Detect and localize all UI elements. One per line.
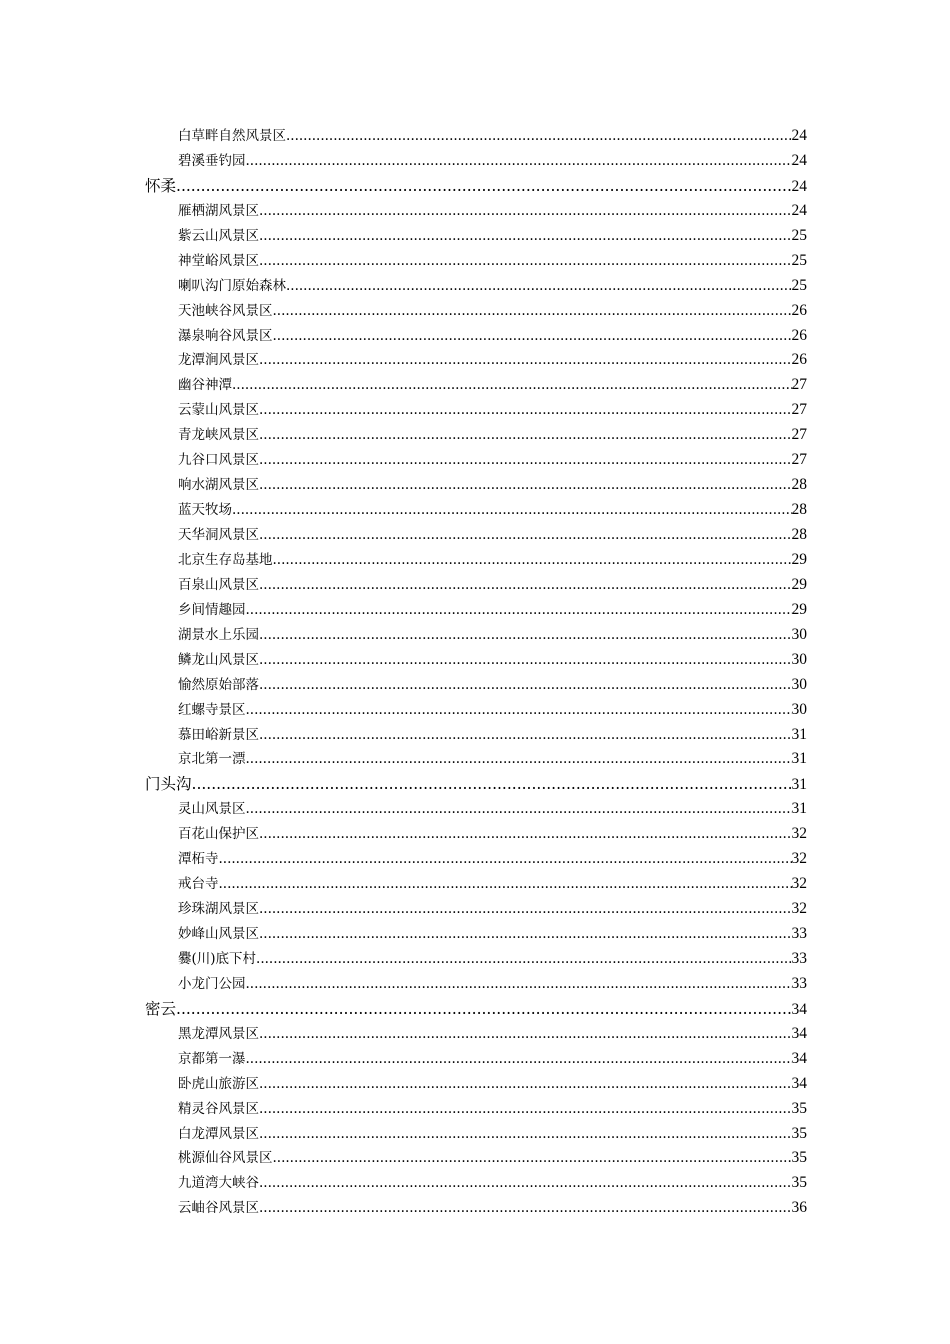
toc-entry-row[interactable] bbox=[145, 847, 807, 872]
toc-entry-label: 响水湖风景区 bbox=[178, 477, 259, 494]
toc-page-number: 35 bbox=[791, 1174, 807, 1192]
toc-page-number: 27 bbox=[791, 376, 807, 394]
toc-page-number: 30 bbox=[791, 675, 807, 693]
toc-page-number: 29 bbox=[791, 575, 807, 593]
dot-leader bbox=[246, 149, 792, 174]
toc-entry-row[interactable] bbox=[145, 498, 807, 523]
toc-entry-row[interactable] bbox=[145, 872, 807, 897]
toc-entry-label: 潭柘寺 bbox=[178, 851, 219, 868]
dot-leader bbox=[273, 299, 792, 324]
dot-leader bbox=[259, 423, 792, 448]
toc-page-number: 27 bbox=[791, 426, 807, 444]
toc-entry-row[interactable] bbox=[145, 972, 807, 997]
toc-page-number: 31 bbox=[791, 725, 807, 743]
dot-leader bbox=[256, 947, 791, 972]
toc-entry-row[interactable] bbox=[145, 299, 807, 324]
dot-leader bbox=[246, 598, 792, 623]
dot-leader bbox=[286, 274, 792, 299]
toc-entry-label: 喇叭沟门原始森林 bbox=[178, 277, 286, 294]
toc-section-row[interactable] bbox=[145, 997, 807, 1022]
toc-page-number: 36 bbox=[791, 1199, 807, 1217]
toc-entry-label: 愉然原始部落 bbox=[178, 676, 259, 693]
toc-entry-row[interactable] bbox=[145, 1022, 807, 1047]
dot-leader bbox=[259, 1022, 792, 1047]
dot-leader bbox=[219, 872, 792, 897]
toc-entry-row[interactable] bbox=[145, 648, 807, 673]
toc-page-number: 30 bbox=[791, 650, 807, 668]
toc-entry-label: 京北第一漂 bbox=[178, 751, 246, 768]
dot-leader bbox=[259, 648, 792, 673]
toc-entry-label: 北京生存岛基地 bbox=[178, 551, 273, 568]
dot-leader bbox=[246, 797, 792, 822]
toc-entry-row[interactable] bbox=[145, 348, 807, 373]
dot-leader bbox=[232, 373, 792, 398]
toc-page-number: 28 bbox=[791, 526, 807, 543]
dot-leader bbox=[246, 1047, 792, 1072]
toc-entry-row[interactable] bbox=[145, 922, 807, 947]
dot-leader bbox=[246, 972, 792, 997]
toc-entry-label: 桃源仙谷风景区 bbox=[178, 1150, 273, 1167]
dot-leader bbox=[259, 249, 792, 274]
table-of-contents bbox=[145, 124, 807, 1221]
toc-entry-label: 九谷口风景区 bbox=[178, 452, 259, 469]
dot-leader bbox=[246, 747, 792, 772]
toc-page-number: 29 bbox=[791, 550, 807, 568]
toc-entry-row[interactable] bbox=[145, 1122, 807, 1147]
toc-entry-label: 小龙门公园 bbox=[178, 975, 246, 992]
toc-entry-label: 天池峡谷风景区 bbox=[178, 302, 273, 319]
toc-entry-label: 戒台寺 bbox=[178, 876, 219, 893]
toc-page-number: 34 bbox=[791, 1024, 807, 1042]
toc-page-number: 29 bbox=[791, 600, 807, 618]
toc-entry-row[interactable] bbox=[145, 573, 807, 598]
toc-entry-row[interactable] bbox=[145, 448, 807, 473]
dot-leader bbox=[259, 723, 792, 748]
toc-entry-row[interactable] bbox=[145, 324, 807, 349]
toc-page-number: 26 bbox=[791, 301, 807, 319]
toc-entry-label: 爨(川)底下村 bbox=[178, 950, 257, 967]
toc-entry-row[interactable] bbox=[145, 373, 807, 398]
toc-entry-label: 瀑泉响谷风景区 bbox=[178, 327, 273, 344]
toc-entry-label: 慕田峪新景区 bbox=[178, 726, 259, 743]
toc-entry-row[interactable] bbox=[145, 1097, 807, 1122]
dot-leader bbox=[259, 1196, 792, 1221]
toc-entry-label: 百泉山风景区 bbox=[178, 576, 259, 593]
toc-page-number: 28 bbox=[791, 476, 807, 494]
toc-entry-label: 白龙潭风景区 bbox=[178, 1125, 259, 1142]
toc-entry-row[interactable] bbox=[145, 523, 807, 548]
toc-page-number: 25 bbox=[791, 251, 807, 269]
toc-entry-row[interactable] bbox=[145, 149, 807, 174]
toc-entry-label: 黑龙潭风景区 bbox=[178, 1025, 259, 1042]
toc-page-number: 32 bbox=[791, 825, 807, 843]
toc-entry-row[interactable] bbox=[145, 124, 807, 149]
toc-page-number: 27 bbox=[791, 451, 807, 469]
toc-page-number: 26 bbox=[791, 326, 807, 344]
toc-entry-row[interactable] bbox=[145, 548, 807, 573]
toc-page-number: 31 bbox=[791, 800, 807, 818]
toc-entry-label: 湖景水上乐园 bbox=[178, 626, 259, 643]
toc-section-row[interactable] bbox=[145, 174, 807, 199]
toc-entry-row[interactable] bbox=[145, 822, 807, 847]
toc-page-number: 27 bbox=[791, 401, 807, 419]
toc-entry-row[interactable] bbox=[145, 897, 807, 922]
toc-entry-label: 云蒙山风景区 bbox=[178, 402, 259, 419]
toc-entry-row[interactable] bbox=[145, 1047, 807, 1072]
toc-entry-label: 紫云山风景区 bbox=[178, 227, 259, 244]
toc-page-number: 35 bbox=[791, 1124, 807, 1142]
toc-entry-label: 乡间情趣园 bbox=[178, 601, 246, 618]
dot-leader bbox=[259, 1072, 792, 1097]
toc-page-number: 34 bbox=[791, 1049, 807, 1067]
dot-leader bbox=[259, 224, 792, 249]
toc-entry-label: 门头沟 bbox=[145, 775, 192, 794]
dot-leader bbox=[259, 1171, 792, 1196]
dot-leader bbox=[259, 1122, 792, 1147]
toc-entry-row[interactable] bbox=[145, 1072, 807, 1097]
dot-leader bbox=[176, 997, 791, 1022]
dot-leader bbox=[273, 548, 792, 573]
toc-entry-row[interactable] bbox=[145, 623, 807, 648]
toc-entry-label: 红螺寺景区 bbox=[178, 701, 246, 718]
toc-page-number: 32 bbox=[791, 900, 807, 918]
dot-leader bbox=[219, 847, 792, 872]
toc-entry-label: 青龙峡风景区 bbox=[178, 427, 259, 444]
toc-entry-label: 雁栖湖风景区 bbox=[178, 202, 259, 219]
toc-entry-label: 卧虎山旅游区 bbox=[178, 1075, 259, 1092]
dot-leader bbox=[259, 199, 792, 224]
toc-entry-label: 密云 bbox=[145, 999, 177, 1018]
toc-page-number: 25 bbox=[791, 276, 807, 294]
toc-entry-row[interactable] bbox=[145, 1171, 807, 1196]
toc-entry-row[interactable] bbox=[145, 274, 807, 299]
toc-entry-label: 妙峰山风景区 bbox=[178, 926, 259, 942]
toc-entry-row[interactable] bbox=[145, 723, 807, 748]
dot-leader bbox=[259, 473, 792, 498]
dot-leader bbox=[232, 498, 792, 523]
toc-entry-row[interactable] bbox=[145, 398, 807, 423]
dot-leader bbox=[286, 124, 792, 149]
toc-page-number: 34 bbox=[791, 1074, 807, 1092]
toc-entry-row[interactable] bbox=[145, 1146, 807, 1171]
toc-entry-label: 鳞龙山风景区 bbox=[178, 651, 259, 668]
dot-leader bbox=[259, 623, 792, 648]
toc-entry-row[interactable] bbox=[145, 1196, 807, 1221]
toc-entry-row[interactable] bbox=[145, 698, 807, 723]
toc-entry-label: 龙潭涧风景区 bbox=[178, 352, 259, 369]
dot-leader bbox=[259, 523, 792, 548]
dot-leader bbox=[259, 922, 792, 947]
toc-entry-row[interactable] bbox=[145, 199, 807, 224]
toc-entry-label: 九道湾大峡谷 bbox=[178, 1175, 259, 1192]
toc-entry-label: 珍珠湖风景区 bbox=[178, 901, 259, 918]
dot-leader bbox=[259, 1097, 792, 1122]
toc-entry-label: 怀柔 bbox=[145, 176, 177, 195]
dot-leader bbox=[246, 698, 792, 723]
toc-page-number: 24 bbox=[791, 127, 807, 144]
toc-entry-row[interactable] bbox=[145, 423, 807, 448]
toc-entry-label: 幽谷神潭 bbox=[178, 377, 232, 394]
toc-page-number: 35 bbox=[791, 1099, 807, 1117]
toc-page-number: 24 bbox=[791, 177, 807, 195]
toc-entry-label: 神堂峪风景区 bbox=[178, 252, 259, 269]
dot-leader bbox=[259, 448, 792, 473]
toc-page-number: 24 bbox=[791, 151, 807, 169]
dot-leader bbox=[259, 897, 792, 922]
toc-page-number: 31 bbox=[791, 776, 807, 794]
toc-entry-row[interactable] bbox=[145, 947, 807, 972]
toc-page-number: 24 bbox=[791, 201, 807, 219]
toc-page-number: 25 bbox=[791, 226, 807, 244]
toc-entry-row[interactable] bbox=[145, 249, 807, 274]
toc-page-number: 30 bbox=[791, 700, 807, 718]
toc-page-number: 34 bbox=[791, 1000, 807, 1018]
toc-page-number: 35 bbox=[791, 1149, 807, 1167]
toc-entry-row[interactable] bbox=[145, 673, 807, 698]
toc-section-row[interactable] bbox=[145, 772, 807, 797]
dot-leader bbox=[259, 573, 792, 598]
toc-entry-label: 蓝天牧场 bbox=[178, 502, 232, 519]
dot-leader bbox=[273, 324, 792, 349]
dot-leader bbox=[259, 673, 792, 698]
toc-entry-label: 京都第一瀑 bbox=[178, 1050, 246, 1067]
toc-entry-label: 百花山保护区 bbox=[178, 826, 259, 843]
toc-page-number: 31 bbox=[791, 750, 807, 768]
toc-entry-label: 白草畔自然风景区 bbox=[178, 128, 286, 144]
toc-page-number: 33 bbox=[791, 974, 807, 992]
toc-page-number: 30 bbox=[791, 625, 807, 643]
toc-entry-row[interactable] bbox=[145, 797, 807, 822]
toc-entry-label: 精灵谷风景区 bbox=[178, 1100, 259, 1117]
toc-page-number: 28 bbox=[791, 501, 807, 519]
toc-page-number: 26 bbox=[791, 351, 807, 369]
toc-entry-row[interactable] bbox=[145, 747, 807, 772]
dot-leader bbox=[192, 772, 792, 797]
toc-entry-label: 天华洞风景区 bbox=[178, 527, 259, 543]
toc-page-number: 32 bbox=[791, 875, 807, 893]
dot-leader bbox=[259, 822, 792, 847]
dot-leader bbox=[273, 1146, 792, 1171]
toc-entry-row[interactable] bbox=[145, 224, 807, 249]
toc-entry-label: 云岫谷风景区 bbox=[178, 1200, 259, 1217]
toc-page-number: 33 bbox=[791, 925, 807, 942]
dot-leader bbox=[259, 348, 792, 373]
toc-entry-label: 灵山风景区 bbox=[178, 801, 246, 818]
dot-leader bbox=[259, 398, 792, 423]
toc-entry-row[interactable] bbox=[145, 473, 807, 498]
toc-page-number: 33 bbox=[791, 949, 807, 967]
toc-page-number: 32 bbox=[791, 850, 807, 868]
dot-leader bbox=[176, 174, 791, 199]
toc-entry-label: 碧溪垂钓园 bbox=[178, 152, 246, 169]
toc-entry-row[interactable] bbox=[145, 598, 807, 623]
